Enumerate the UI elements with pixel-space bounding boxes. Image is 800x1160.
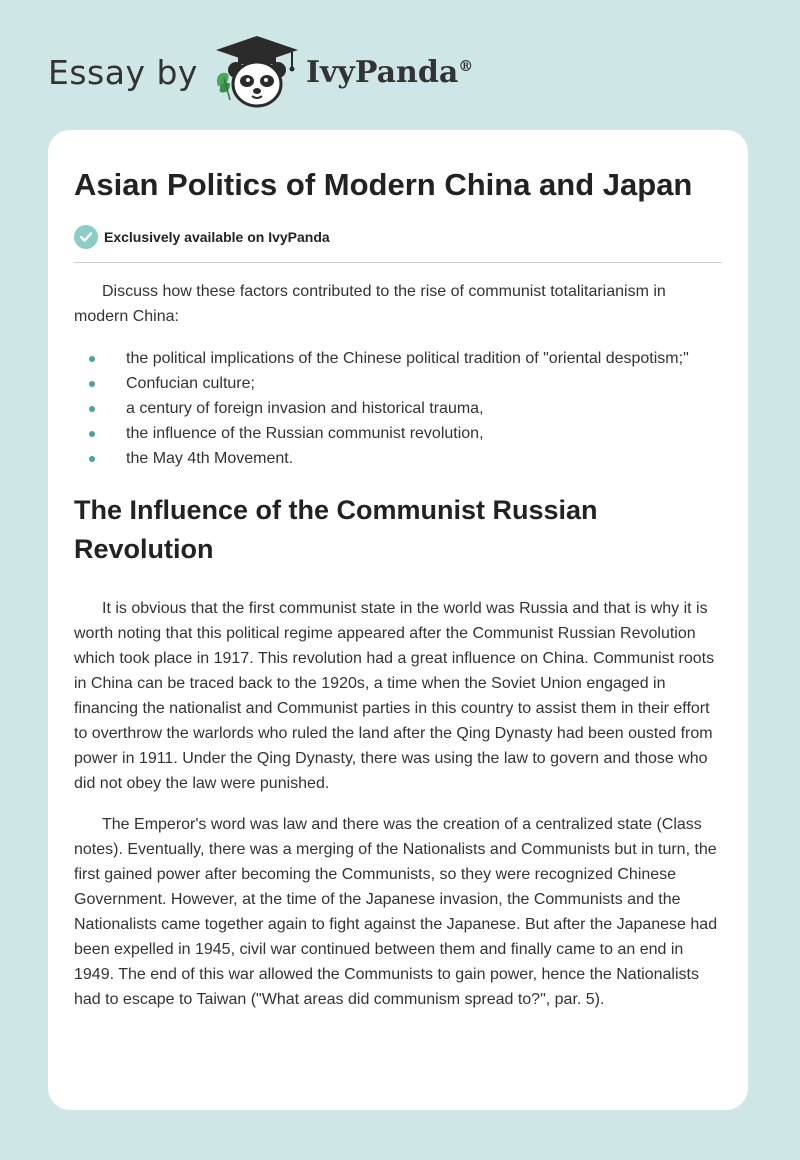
bullet-icon	[89, 406, 95, 412]
brand-name[interactable]: IvyPanda®	[305, 54, 474, 90]
factors-list	[74, 346, 722, 471]
list-item: the influence of the Russian communist revolution,	[74, 421, 722, 446]
section-heading: The Influence of the Communist Russian Revolution	[74, 495, 598, 564]
bullet-icon	[89, 456, 95, 462]
bullet-icon	[89, 381, 95, 387]
exclusive-label: Exclusively available on IvyPanda	[104, 229, 330, 245]
site-header	[48, 36, 473, 108]
intro-paragraph: Discuss how these factors contributed to the rise of communist totalitarianism in modern China:	[74, 283, 666, 325]
panda-logo-icon[interactable]	[212, 34, 302, 110]
essay-by-label: Essay by	[48, 52, 198, 92]
list-item: the May 4th Movement.	[74, 446, 722, 471]
list-item: a century of foreign invasion and historical trauma,	[74, 396, 722, 421]
body-paragraph: The Emperor's word was law and there was the creation of a centralized state (Class notes). Eventually, there was a merging of the Nationalists and Communists but in turn, the first gained power after becoming the Communists, so they were recognized Chinese Government. However, at the time of the Japanese invasion, the Communists and the Nationalists came together again to fight against the Japanese. But after the Japanese had been expelled in 1945, civil war continued between them and finally came to an end in 1949. The end of this war allowed the Communists to gain power, hence the Nationalists had to escape to Taiwan ("What areas did communism spread to?", par. 5).	[74, 816, 718, 1008]
bullet-icon	[89, 431, 95, 437]
bullet-icon	[89, 356, 95, 362]
exclusive-badge	[74, 225, 722, 263]
article-title: Asian Politics of Modern China and Japan	[74, 167, 693, 202]
body-paragraph: It is obvious that the first communist state in the world was Russia and that is why it is worth noting that this political regime appeared after the Communist Russian Revolution which took place in 1917. This revolution had a great influence on China. Communist roots in China can be traced back to the 1920s, a time when the Soviet Union engaged in financing the nationalist and Communist parties in this country to assist them in their effort to overthrow the warlords who ruled the land after the Qing Dynasty had been ousted from power in 1911. Under the Qing Dynasty, there was using the law to govern and those who did not obey the law were punished.	[74, 600, 715, 792]
article-card	[48, 130, 748, 1110]
list-item: the political implications of the Chinese political tradition of "oriental despotism;"	[74, 346, 722, 371]
check-icon	[74, 225, 98, 249]
registered-mark: ®	[458, 56, 474, 75]
list-item: Confucian culture;	[74, 371, 722, 396]
